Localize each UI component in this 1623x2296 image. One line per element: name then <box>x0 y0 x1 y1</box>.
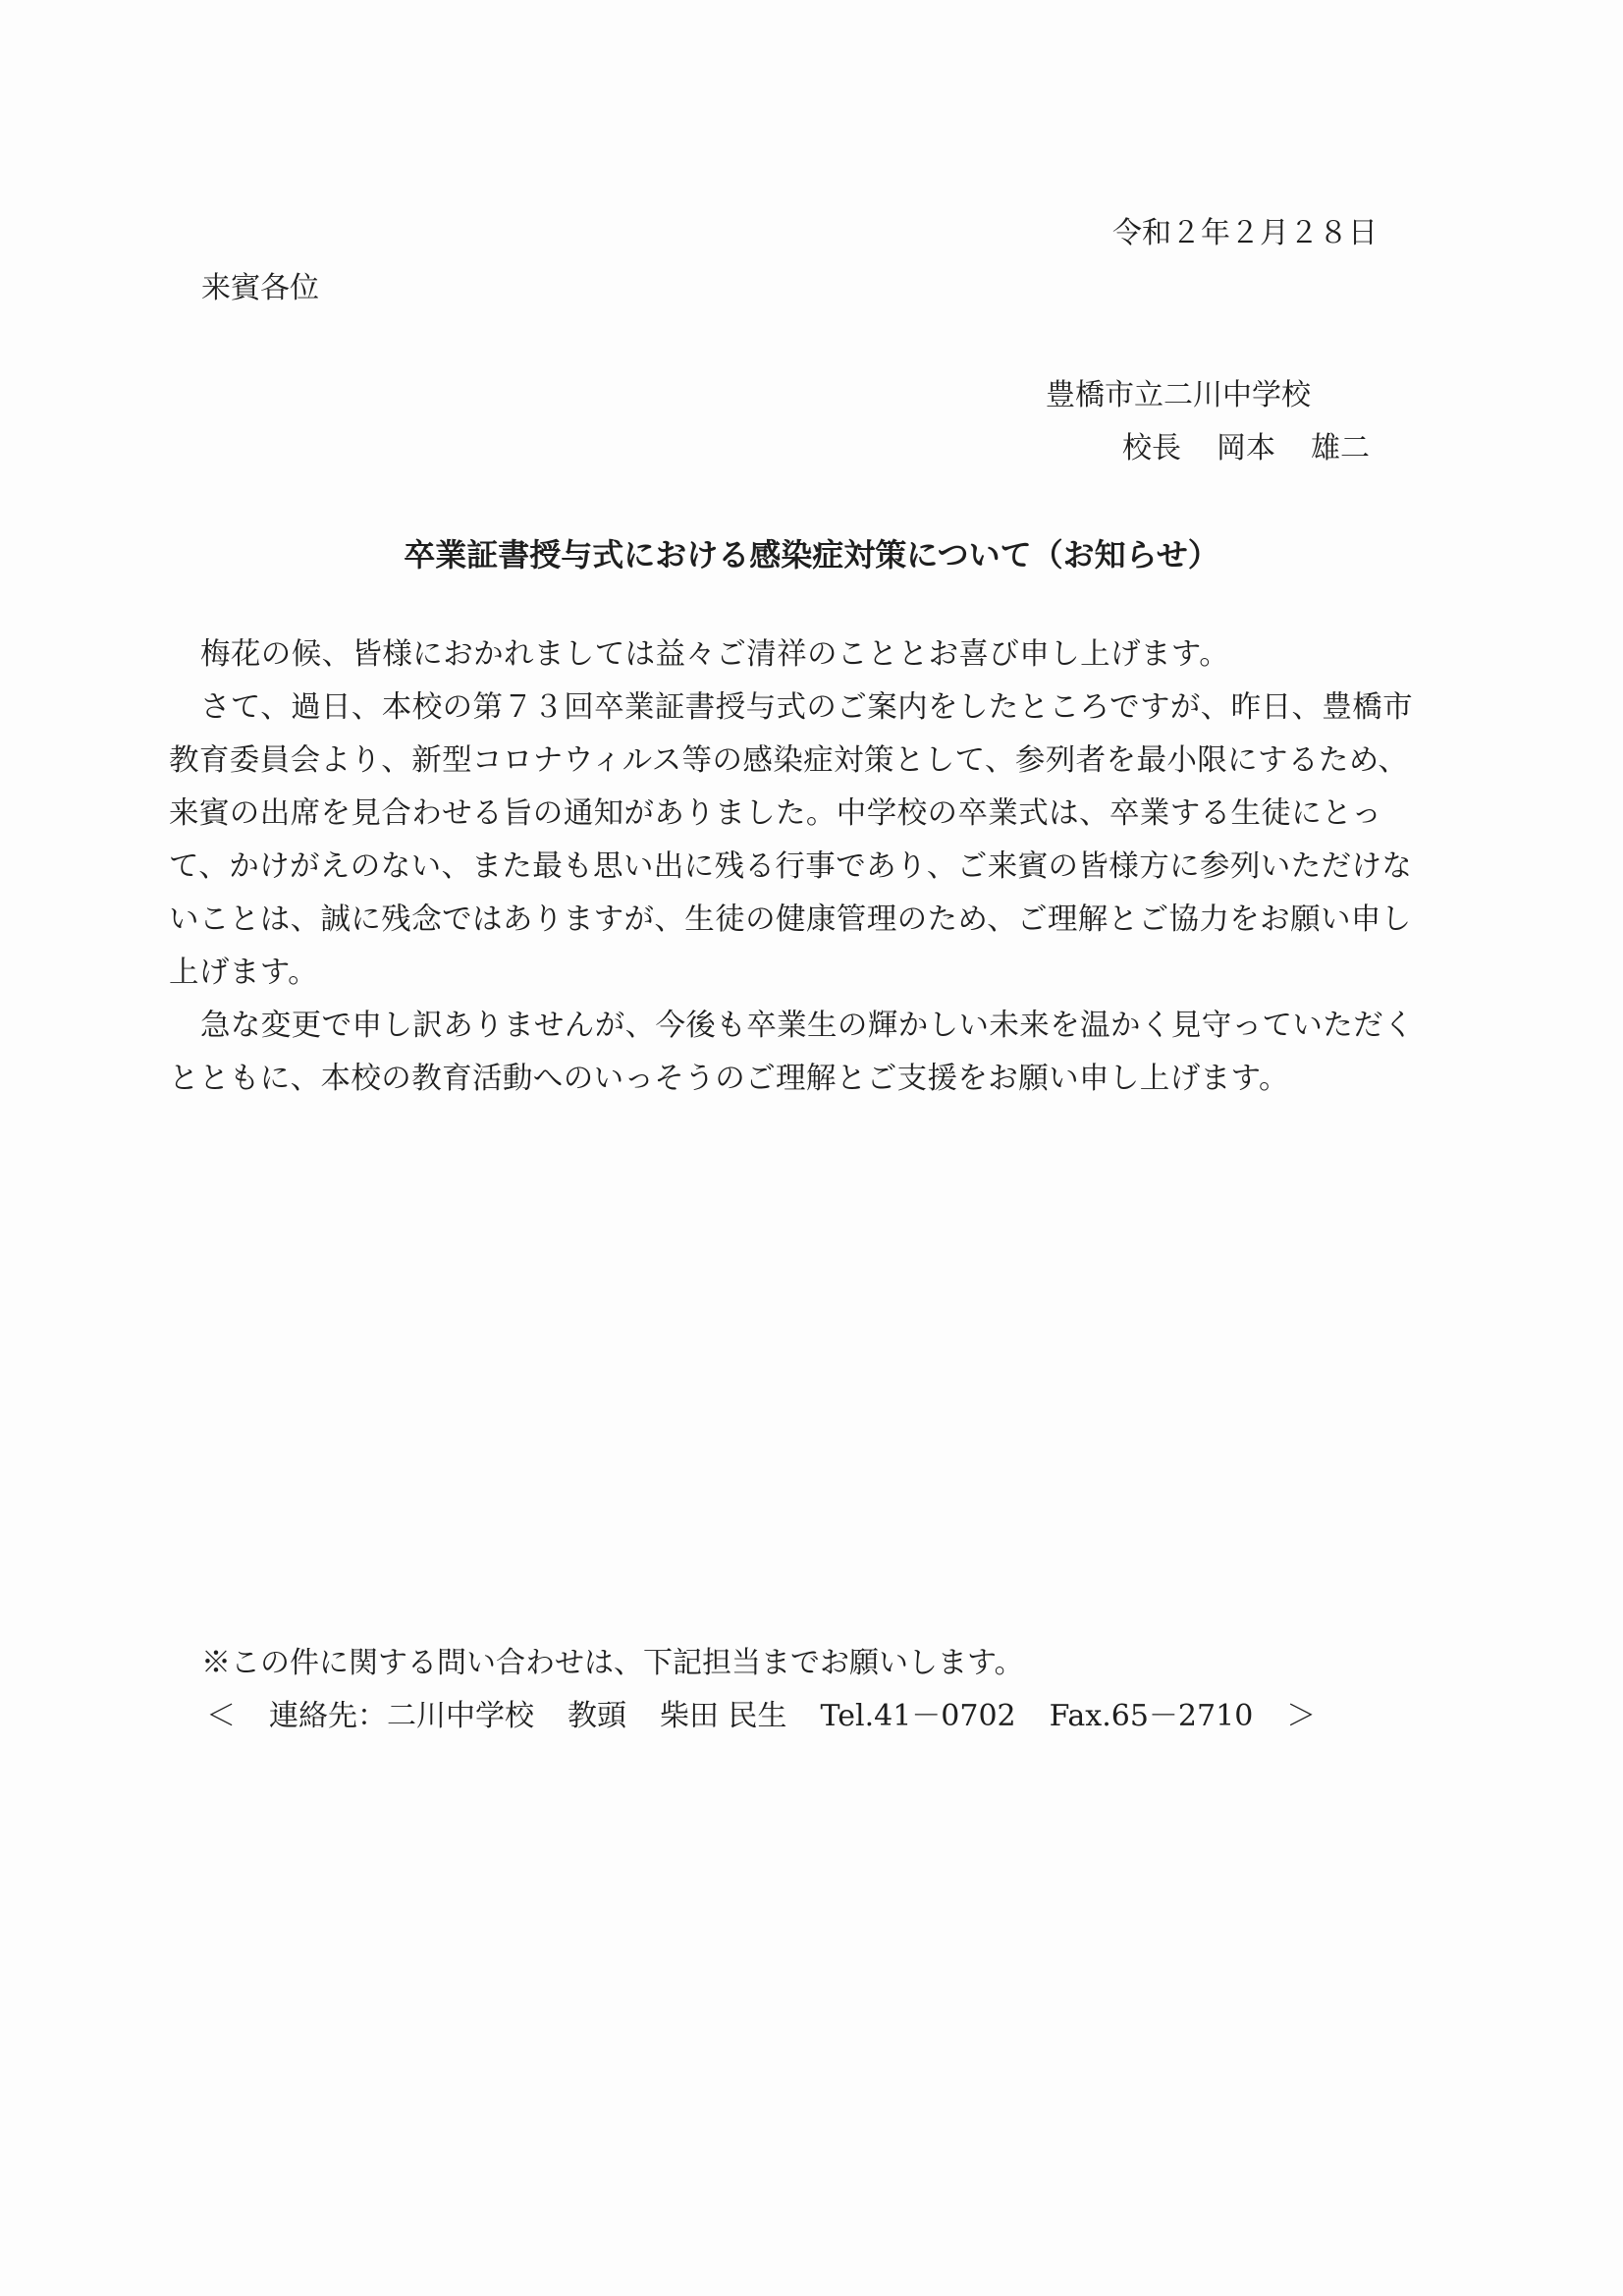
sender-school: 豊橋市立二川中学校 <box>1046 378 1311 412</box>
inquiry-note: ※この件に関する問い合わせは、下記担当までお願いします。 <box>201 1646 1024 1680</box>
contact-role: 教頭 <box>568 1699 626 1733</box>
sender-name-given: 雄二 <box>1311 431 1370 465</box>
sender-principal <box>1122 423 1370 466</box>
contact-close-bracket: ＞ <box>1286 1699 1317 1733</box>
contact-tel: Tel.41－0702 <box>820 1699 1016 1733</box>
document-date: 令和２年２月２８日 <box>1112 216 1378 250</box>
contact-fax: Fax.65－2710 <box>1049 1699 1254 1733</box>
sender-title: 校長 <box>1122 431 1181 465</box>
contact-open-bracket: ＜ <box>206 1699 236 1733</box>
document-title: 卒業証書授与式における感染症対策について（お知らせ） <box>404 536 1219 574</box>
body-paragraph: 急な変更で申し訳ありませんが、今後も卒業生の輝かしい未来を温かく見守っていただくとともに、本校の教育活動へのいっそうのご理解とご支援をお願い申し上げます。 <box>169 1009 1414 1096</box>
contact-name: 柴田 民生 <box>660 1699 787 1733</box>
sender-name-family: 岡本 <box>1217 431 1275 465</box>
document-body <box>169 629 1428 1106</box>
addressee: 来賓各位 <box>201 271 319 305</box>
body-paragraph: 梅花の候、皆様におかれましては益々ご清祥のこととお喜び申し上げます。 <box>200 637 1230 672</box>
contact-line <box>206 1691 1316 1734</box>
body-paragraph: さて、過日、本校の第７３回卒業証書授与式のご案内をしたところですが、昨日、豊橋市教育委員会より、新型コロナウィルス等の感染症対策として、参列者を最小限にするため、来賓の出席を見合わせる旨の通知がありました。中学校の卒業式は、卒業する生徒にとって、かけがえのない、また最も思い出に残る行事であり、ご来賓の皆様方に参列いただけないことは、誠に残念ではありますが、生徒の健康管理のため、ご理解とご協力をお願い申し上げます。 <box>169 690 1414 990</box>
contact-label: 連絡先：二川中学校 <box>269 1699 534 1733</box>
